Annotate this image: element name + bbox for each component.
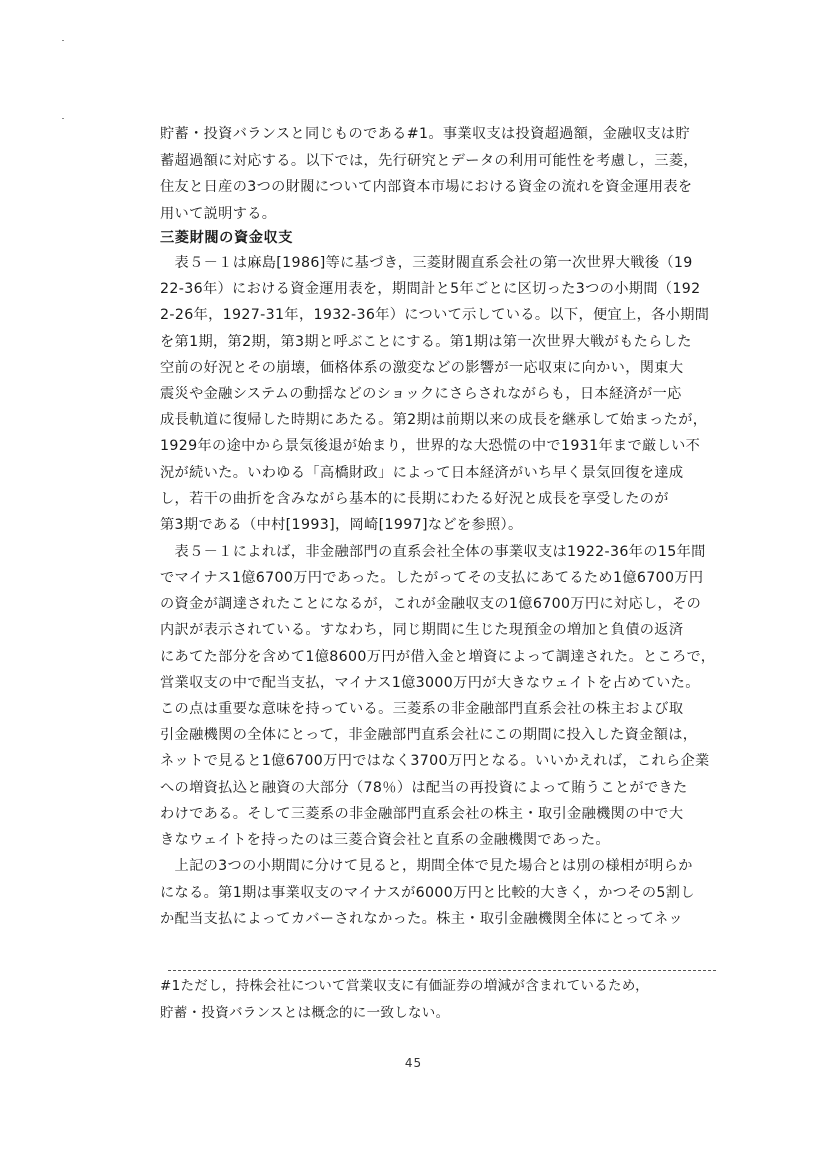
page-number: 45 xyxy=(404,1056,423,1070)
paragraph-line: 上記の3つの小期間に分けて見ると，期間全体で見た場合とは別の様相が明らか xyxy=(160,858,693,874)
paragraph-line: になる。第1期は事業収支のマイナスが6000万円と比較的大きく，かつその5割し xyxy=(160,885,695,901)
paragraph-line: 表５－１は麻島[1986]等に基づき，三菱財閥直系会社の第一次世界大戦後（19 xyxy=(160,255,693,271)
scan-mark xyxy=(62,40,64,41)
footnote-line: #1ただし，持株会社について営業収支に有価証券の増減が含まれているため， xyxy=(160,978,649,994)
paragraph-line: きなウェイトを持ったのは三菱合資会社と直系の金融機関であった。 xyxy=(160,832,610,848)
paragraph-line: 22-36年）における資金運用表を，期間計と5年ごとに区切った3つの小期間（192 xyxy=(160,281,701,297)
footnote-rule xyxy=(168,970,716,971)
paragraph-line: 引金融機関の全体にとって，非金融部門直系会社にこの期間に投入した資金額は， xyxy=(160,727,698,743)
paragraph-line: わけである。そして三菱系の非金融部門直系会社の株主・取引金融機関の中で大 xyxy=(160,806,684,822)
paragraph-line: 2-26年，1927-31年，1932-36年）について示している。以下，便宜上，各小期間 xyxy=(160,307,710,323)
paragraph-line: 営業収支の中で配当支払，マイナス1億3000万円が大きなウェイトを占めていた。 xyxy=(160,675,700,691)
paragraph-line: 内訳が表示されている。すなわち，同じ期間に生じた現預金の増加と負債の返済 xyxy=(160,622,684,638)
paragraph-line: か配当支払によってカバーされなかった。株主・取引金融機関全体にとってネッ xyxy=(160,911,684,927)
paragraph-line: 第3期である（中村[1993]，岡崎[1997]などを参照）。 xyxy=(160,517,523,533)
body-line: 住友と日産の3つの財閥について内部資本市場における資金の流れを資金運用表を xyxy=(160,179,693,195)
body-line: 用いて説明する。 xyxy=(160,206,277,222)
paragraph-line: ネットで見ると1億6700万円ではなく3700万円となる。いいかえれば，これら企業 xyxy=(160,753,710,769)
paragraph-line: 震災や金融システムの動揺などのショックにさらされながらも，日本経済が一応 xyxy=(160,386,682,402)
paragraph-line: 表５－１によれば，非金融部門の直系会社全体の事業収支は1922-36年の15年間 xyxy=(160,544,706,560)
paragraph-line: し，若干の曲折を含みながら基本的に長期にわたる好況と成長を享受したのが xyxy=(160,491,669,507)
scan-mark xyxy=(62,118,64,119)
paragraph-line: でマイナス1億6700万円であった。したがってその支払にあてるため1億6700万円 xyxy=(160,570,704,586)
paragraph-line: を第1期，第2期，第3期と呼ぶことにする。第1期は第一次世界大戦がもたらした xyxy=(160,334,692,350)
section-heading: 三菱財閥の資金収支 xyxy=(160,230,294,246)
paragraph-line: 況が続いた。いわゆる「高橋財政」によって日本経済がいち早く景気回復を達成 xyxy=(160,465,684,481)
paragraph-line: 空前の好況とその崩壊，価格体系の激変などの影響が一応収束に向かい，関東大 xyxy=(160,360,684,376)
paragraph-line: にあてた部分を含めて1億8600万円が借入金と増資によって調達された。ところで， xyxy=(160,649,716,665)
paragraph-line: この点は重要な意味を持っている。三菱系の非金融部門直系会社の株主および取 xyxy=(160,701,684,717)
paragraph-line: への増資払込と融資の大部分（78％）は配当の再投資によって賄うことができた xyxy=(160,780,688,796)
paragraph-line: 1929年の途中から景気後退が始まり，世界的な大恐慌の中で1931年まで厳しい不 xyxy=(160,438,701,454)
footnote-line: 貯蓄・投資バランスとは概念的に一致しない。 xyxy=(160,1005,450,1021)
body-line: 蓄超過額に対応する。以下では，先行研究とデータの利用可能性を考慮し，三菱， xyxy=(160,153,698,169)
paragraph-line: の資金が調達されたことになるが，これが金融収支の1億6700万円に対応し，その xyxy=(160,596,702,612)
body-line: 貯蓄・投資バランスと同じものである#1。事業収支は投資超過額，金融収支は貯 xyxy=(160,126,691,142)
paragraph-line: 成長軌道に復帰した時期にあたる。第2期は前期以来の成長を継承して始まったが， xyxy=(160,412,708,428)
